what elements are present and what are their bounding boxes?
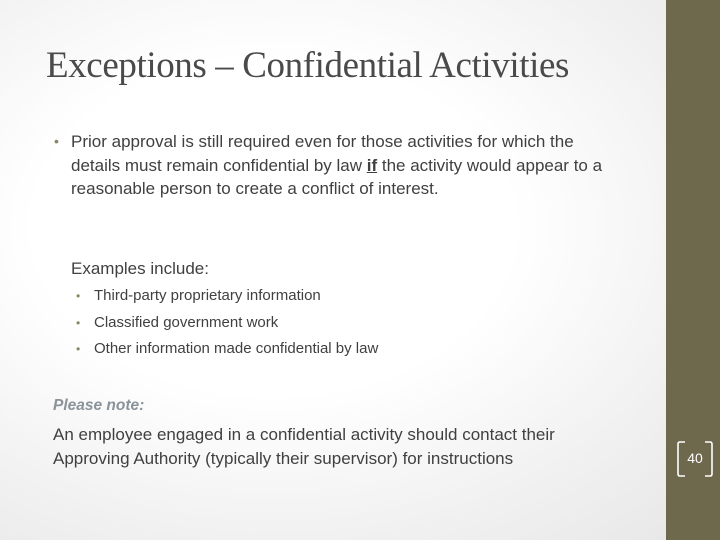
slide-title: Exceptions – Confidential Activities	[46, 45, 570, 86]
bullet-dot-icon: •	[76, 315, 81, 330]
main-bullet-emphasis: if	[366, 155, 378, 175]
examples-label: Examples include:	[71, 259, 209, 278]
main-bullet-text-before: Prior approval is still required even for those activities for which the details must remain confidential by law	[71, 132, 574, 175]
list-item	[76, 287, 378, 314]
list-item	[76, 314, 378, 341]
main-bullet-text-after: the activity would appear to a reasonable person to create a conflict of interest.	[71, 155, 603, 198]
note-heading: Please note:	[53, 397, 145, 414]
bullet-dot-icon: •	[76, 342, 81, 356]
example-text: Other information made confidential by law	[94, 340, 379, 357]
page-number: 40	[687, 450, 703, 466]
main-bullet-text	[71, 130, 604, 201]
example-text: Classified government work	[94, 313, 279, 331]
bullet-dot-icon: •	[76, 289, 81, 303]
bullet-dot-icon: •	[54, 133, 59, 149]
list-item	[76, 340, 378, 367]
examples-list	[76, 287, 378, 367]
example-text: Third-party proprietary information	[94, 287, 321, 304]
main-bullet	[54, 130, 604, 201]
note-body: An employee engaged in a confidential activity should contact their Approving Authority (typically their supervisor) for instructions	[53, 425, 555, 468]
